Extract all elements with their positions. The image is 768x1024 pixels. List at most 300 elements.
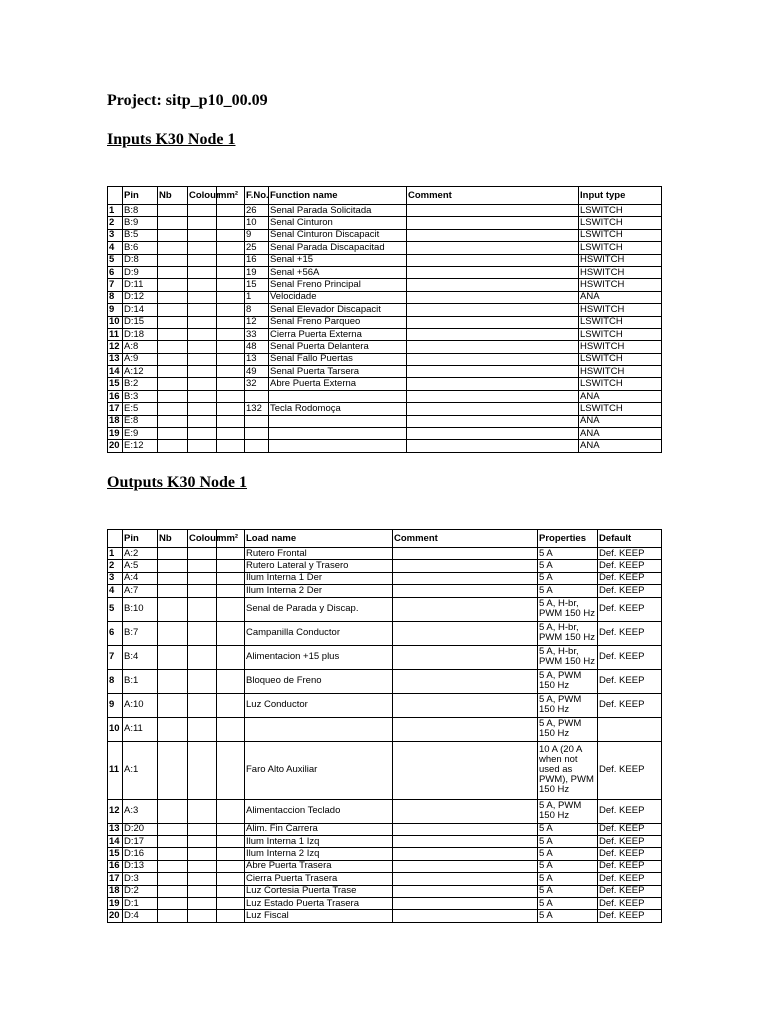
outputs-header-cell: Nb: [158, 530, 188, 548]
inputs-cell: [188, 428, 217, 440]
inputs-cell: D:9: [123, 266, 158, 278]
inputs-cell: 10: [245, 217, 269, 229]
outputs-cell: [393, 897, 538, 909]
inputs-cell: Senal Cinturon Discapacit: [269, 229, 407, 241]
inputs-header-cell: [108, 187, 123, 205]
outputs-cell: 19: [108, 897, 123, 909]
outputs-cell: 16: [108, 860, 123, 872]
inputs-cell: LSWITCH: [579, 403, 662, 415]
inputs-cell: [188, 266, 217, 278]
inputs-cell: 26: [245, 205, 269, 217]
table-row: [108, 353, 662, 365]
inputs-cell: [407, 440, 579, 452]
outputs-cell: 5 A: [538, 835, 598, 847]
inputs-cell: [217, 242, 245, 254]
inputs-cell: [188, 440, 217, 452]
outputs-cell: Luz Estado Puerta Trasera: [245, 897, 393, 909]
outputs-cell: [158, 741, 188, 799]
inputs-cell: [269, 428, 407, 440]
inputs-cell: [188, 341, 217, 353]
outputs-cell: [188, 669, 217, 693]
inputs-cell: 13: [245, 353, 269, 365]
outputs-cell: 13: [108, 823, 123, 835]
outputs-cell: Luz Cortesia Puerta Trase: [245, 885, 393, 897]
inputs-cell: [158, 440, 188, 452]
inputs-cell: [158, 341, 188, 353]
inputs-cell: HSWITCH: [579, 366, 662, 378]
inputs-cell: [158, 403, 188, 415]
inputs-header-cell: Colour: [188, 187, 217, 205]
outputs-cell: [217, 548, 245, 560]
inputs-cell: 14: [108, 366, 123, 378]
outputs-cell: [188, 585, 217, 597]
outputs-cell: D:20: [123, 823, 158, 835]
outputs-cell: [393, 548, 538, 560]
outputs-cell: D:1: [123, 897, 158, 909]
table-row: [108, 897, 662, 909]
inputs-cell: [217, 316, 245, 328]
inputs-cell: 15: [245, 279, 269, 291]
inputs-cell: LSWITCH: [579, 217, 662, 229]
outputs-cell: Def. KEEP: [598, 799, 662, 823]
outputs-cell: [217, 717, 245, 741]
outputs-cell: 5 A, PWM 150 Hz: [538, 669, 598, 693]
outputs-cell: [158, 848, 188, 860]
outputs-cell: [188, 823, 217, 835]
outputs-table-header: [108, 530, 662, 548]
outputs-cell: 4: [108, 585, 123, 597]
outputs-cell: 5 A: [538, 897, 598, 909]
inputs-cell: [245, 440, 269, 452]
outputs-cell: [217, 741, 245, 799]
table-row: [108, 548, 662, 560]
outputs-cell: 20: [108, 910, 123, 922]
inputs-cell: 9: [108, 304, 123, 316]
outputs-cell: A:10: [123, 693, 158, 717]
table-row: [108, 848, 662, 860]
table-row: [108, 693, 662, 717]
outputs-cell: Faro Alto Auxiliar: [245, 741, 393, 799]
inputs-cell: A:12: [123, 366, 158, 378]
inputs-cell: [407, 366, 579, 378]
inputs-cell: [217, 291, 245, 303]
outputs-cell: [217, 560, 245, 572]
outputs-cell: 5 A, PWM 150 Hz: [538, 799, 598, 823]
outputs-cell: Rutero Frontal: [245, 548, 393, 560]
outputs-cell: 14: [108, 835, 123, 847]
outputs-cell: [393, 848, 538, 860]
inputs-cell: [217, 341, 245, 353]
outputs-header-cell: Comment: [393, 530, 538, 548]
inputs-cell: HSWITCH: [579, 304, 662, 316]
inputs-cell: Senal Parada Discapacitad: [269, 242, 407, 254]
table-row: [108, 266, 662, 278]
outputs-table-body: [108, 548, 662, 923]
inputs-section-title: Inputs K30 Node 1: [107, 131, 236, 148]
outputs-header-cell: [108, 530, 123, 548]
table-row: [108, 229, 662, 241]
inputs-cell: HSWITCH: [579, 266, 662, 278]
inputs-cell: 19: [245, 266, 269, 278]
inputs-cell: [158, 304, 188, 316]
outputs-cell: 5 A: [538, 560, 598, 572]
table-row: [108, 242, 662, 254]
outputs-cell: [393, 693, 538, 717]
table-row: [108, 560, 662, 572]
inputs-cell: [245, 390, 269, 402]
outputs-cell: [158, 910, 188, 922]
outputs-cell: 12: [108, 799, 123, 823]
inputs-header-cell: Function name: [269, 187, 407, 205]
table-row: [108, 205, 662, 217]
inputs-cell: D:12: [123, 291, 158, 303]
outputs-cell: [158, 693, 188, 717]
inputs-cell: [217, 403, 245, 415]
inputs-cell: [188, 242, 217, 254]
inputs-cell: LSWITCH: [579, 378, 662, 390]
outputs-cell: [217, 693, 245, 717]
inputs-header-cell: Comment: [407, 187, 579, 205]
outputs-cell: B:10: [123, 597, 158, 621]
inputs-cell: 18: [108, 415, 123, 427]
outputs-cell: [217, 585, 245, 597]
table-row: [108, 428, 662, 440]
inputs-cell: [407, 328, 579, 340]
outputs-cell: 11: [108, 741, 123, 799]
outputs-cell: 10: [108, 717, 123, 741]
outputs-cell: [217, 645, 245, 669]
inputs-cell: [407, 390, 579, 402]
inputs-cell: LSWITCH: [579, 328, 662, 340]
table-row: [108, 572, 662, 584]
inputs-cell: 17: [108, 403, 123, 415]
inputs-cell: [407, 428, 579, 440]
inputs-cell: 3: [108, 229, 123, 241]
outputs-cell: 1: [108, 548, 123, 560]
outputs-cell: [393, 835, 538, 847]
inputs-cell: [188, 316, 217, 328]
inputs-cell: [407, 254, 579, 266]
outputs-cell: [393, 823, 538, 835]
inputs-cell: Senal +56A: [269, 266, 407, 278]
outputs-cell: 5 A: [538, 848, 598, 860]
outputs-cell: [217, 621, 245, 645]
inputs-cell: 5: [108, 254, 123, 266]
outputs-cell: 5 A, H-br, PWM 150 Hz: [538, 645, 598, 669]
outputs-cell: 5 A: [538, 572, 598, 584]
outputs-cell: [393, 645, 538, 669]
table-row: [108, 669, 662, 693]
table-row: [108, 366, 662, 378]
inputs-cell: ANA: [579, 440, 662, 452]
inputs-cell: [158, 242, 188, 254]
outputs-cell: [158, 585, 188, 597]
outputs-cell: A:7: [123, 585, 158, 597]
inputs-cell: A:9: [123, 353, 158, 365]
outputs-cell: Def. KEEP: [598, 645, 662, 669]
inputs-cell: [407, 266, 579, 278]
inputs-cell: [407, 304, 579, 316]
outputs-cell: D:16: [123, 848, 158, 860]
outputs-cell: [393, 597, 538, 621]
inputs-cell: [407, 217, 579, 229]
inputs-cell: B:6: [123, 242, 158, 254]
outputs-cell: [217, 669, 245, 693]
inputs-cell: 2: [108, 217, 123, 229]
inputs-cell: [158, 217, 188, 229]
outputs-cell: 5 A: [538, 823, 598, 835]
inputs-cell: Abre Puerta Externa: [269, 378, 407, 390]
table-row: [108, 835, 662, 847]
outputs-header-cell: Default: [598, 530, 662, 548]
inputs-cell: B:2: [123, 378, 158, 390]
inputs-header-cell: Nb: [158, 187, 188, 205]
outputs-cell: A:11: [123, 717, 158, 741]
outputs-cell: [188, 741, 217, 799]
inputs-cell: 9: [245, 229, 269, 241]
inputs-cell: Senal Puerta Delantera: [269, 341, 407, 353]
outputs-cell: [217, 597, 245, 621]
inputs-cell: [158, 229, 188, 241]
outputs-cell: Abre Puerta Trasera: [245, 860, 393, 872]
inputs-cell: [217, 217, 245, 229]
inputs-cell: HSWITCH: [579, 254, 662, 266]
inputs-cell: [158, 378, 188, 390]
inputs-cell: [269, 415, 407, 427]
outputs-cell: [158, 873, 188, 885]
outputs-cell: 9: [108, 693, 123, 717]
outputs-cell: Def. KEEP: [598, 897, 662, 909]
table-row: [108, 254, 662, 266]
outputs-cell: Def. KEEP: [598, 597, 662, 621]
inputs-cell: [217, 428, 245, 440]
outputs-cell: Cierra Puerta Trasera: [245, 873, 393, 885]
outputs-cell: Def. KEEP: [598, 873, 662, 885]
inputs-cell: [158, 366, 188, 378]
outputs-cell: 5 A: [538, 885, 598, 897]
outputs-cell: Def. KEEP: [598, 910, 662, 922]
table-row: [108, 645, 662, 669]
inputs-cell: 20: [108, 440, 123, 452]
inputs-cell: 4: [108, 242, 123, 254]
inputs-cell: [188, 353, 217, 365]
outputs-cell: Senal de Parada y Discap.: [245, 597, 393, 621]
inputs-cell: [158, 428, 188, 440]
inputs-cell: D:15: [123, 316, 158, 328]
outputs-cell: 5 A, PWM 150 Hz: [538, 693, 598, 717]
outputs-cell: 5 A, H-br, PWM 150 Hz: [538, 621, 598, 645]
outputs-cell: Def. KEEP: [598, 835, 662, 847]
outputs-cell: 5 A: [538, 585, 598, 597]
outputs-cell: 5: [108, 597, 123, 621]
inputs-cell: 132: [245, 403, 269, 415]
table-row: [108, 597, 662, 621]
outputs-cell: B:1: [123, 669, 158, 693]
inputs-cell: B:8: [123, 205, 158, 217]
table-row: [108, 885, 662, 897]
outputs-cell: [158, 572, 188, 584]
table-row: [108, 403, 662, 415]
outputs-cell: [217, 885, 245, 897]
table-row: [108, 860, 662, 872]
inputs-cell: 32: [245, 378, 269, 390]
inputs-cell: ANA: [579, 291, 662, 303]
outputs-cell: 8: [108, 669, 123, 693]
outputs-cell: Def. KEEP: [598, 669, 662, 693]
outputs-cell: [217, 897, 245, 909]
inputs-cell: LSWITCH: [579, 229, 662, 241]
outputs-header-cell: Properties: [538, 530, 598, 548]
outputs-cell: [393, 885, 538, 897]
outputs-cell: Def. KEEP: [598, 585, 662, 597]
inputs-cell: 10: [108, 316, 123, 328]
outputs-cell: D:17: [123, 835, 158, 847]
inputs-cell: 13: [108, 353, 123, 365]
outputs-cell: [158, 717, 188, 741]
table-row: [108, 873, 662, 885]
outputs-cell: [158, 669, 188, 693]
outputs-cell: [217, 823, 245, 835]
inputs-cell: LSWITCH: [579, 242, 662, 254]
outputs-cell: [188, 645, 217, 669]
outputs-cell: [158, 597, 188, 621]
outputs-header-cell: Colour: [188, 530, 217, 548]
outputs-cell: 6: [108, 621, 123, 645]
outputs-cell: 5 A: [538, 860, 598, 872]
outputs-cell: 7: [108, 645, 123, 669]
outputs-section-title: Outputs K30 Node 1: [107, 474, 248, 491]
inputs-cell: [269, 440, 407, 452]
inputs-cell: [158, 279, 188, 291]
inputs-cell: [188, 304, 217, 316]
outputs-cell: [158, 897, 188, 909]
inputs-cell: Senal Cinturon: [269, 217, 407, 229]
inputs-cell: [217, 366, 245, 378]
inputs-cell: Velocidade: [269, 291, 407, 303]
outputs-cell: [188, 860, 217, 872]
inputs-cell: B:5: [123, 229, 158, 241]
inputs-cell: [217, 254, 245, 266]
inputs-cell: [158, 254, 188, 266]
table-row: [108, 799, 662, 823]
table-row: [108, 217, 662, 229]
table-row: [108, 378, 662, 390]
outputs-cell: [217, 848, 245, 860]
inputs-cell: [217, 266, 245, 278]
outputs-cell: [393, 873, 538, 885]
outputs-cell: 5 A, H-br, PWM 150 Hz: [538, 597, 598, 621]
inputs-cell: 12: [245, 316, 269, 328]
inputs-cell: [269, 390, 407, 402]
inputs-cell: [245, 428, 269, 440]
table-row: [108, 585, 662, 597]
inputs-cell: HSWITCH: [579, 279, 662, 291]
inputs-cell: [188, 205, 217, 217]
inputs-cell: 8: [108, 291, 123, 303]
outputs-cell: 5 A: [538, 873, 598, 885]
inputs-cell: [188, 415, 217, 427]
inputs-cell: Senal Fallo Puertas: [269, 353, 407, 365]
inputs-cell: [158, 205, 188, 217]
outputs-cell: [217, 910, 245, 922]
inputs-cell: [407, 205, 579, 217]
inputs-cell: 49: [245, 366, 269, 378]
inputs-cell: E:12: [123, 440, 158, 452]
inputs-table-header: [108, 187, 662, 205]
outputs-cell: A:1: [123, 741, 158, 799]
outputs-cell: D:3: [123, 873, 158, 885]
outputs-cell: Def. KEEP: [598, 848, 662, 860]
outputs-cell: [158, 885, 188, 897]
outputs-cell: [188, 885, 217, 897]
outputs-cell: [158, 835, 188, 847]
outputs-cell: Def. KEEP: [598, 860, 662, 872]
outputs-cell: A:2: [123, 548, 158, 560]
inputs-cell: [407, 279, 579, 291]
inputs-cell: Cierra Puerta Externa: [269, 328, 407, 340]
inputs-cell: [188, 217, 217, 229]
inputs-cell: A:8: [123, 341, 158, 353]
outputs-cell: Def. KEEP: [598, 741, 662, 799]
outputs-cell: Def. KEEP: [598, 572, 662, 584]
inputs-cell: Senal Freno Principal: [269, 279, 407, 291]
outputs-cell: [217, 799, 245, 823]
inputs-cell: Senal +15: [269, 254, 407, 266]
outputs-cell: [393, 669, 538, 693]
inputs-cell: [217, 205, 245, 217]
inputs-cell: 1: [108, 205, 123, 217]
table-row: [108, 291, 662, 303]
outputs-cell: Ilum Interna 2 Der: [245, 585, 393, 597]
inputs-cell: [158, 291, 188, 303]
inputs-header-cell: Pin: [123, 187, 158, 205]
table-row: [108, 717, 662, 741]
table-row: [108, 415, 662, 427]
inputs-table: [107, 186, 662, 453]
inputs-cell: [158, 316, 188, 328]
outputs-cell: [158, 860, 188, 872]
outputs-cell: Def. KEEP: [598, 621, 662, 645]
outputs-cell: B:7: [123, 621, 158, 645]
inputs-table-body: [108, 205, 662, 453]
outputs-cell: [188, 717, 217, 741]
outputs-cell: A:5: [123, 560, 158, 572]
table-row: [108, 341, 662, 353]
outputs-cell: [188, 835, 217, 847]
inputs-cell: [158, 353, 188, 365]
inputs-cell: LSWITCH: [579, 316, 662, 328]
inputs-cell: 25: [245, 242, 269, 254]
outputs-cell: [188, 560, 217, 572]
outputs-cell: [393, 860, 538, 872]
inputs-cell: 48: [245, 341, 269, 353]
inputs-cell: [245, 415, 269, 427]
inputs-header-cell: F.No.: [245, 187, 269, 205]
inputs-cell: [188, 366, 217, 378]
inputs-cell: [407, 229, 579, 241]
inputs-cell: [158, 415, 188, 427]
outputs-cell: [393, 799, 538, 823]
inputs-cell: [407, 353, 579, 365]
inputs-cell: ANA: [579, 428, 662, 440]
outputs-cell: [188, 873, 217, 885]
inputs-cell: [188, 279, 217, 291]
outputs-cell: [217, 873, 245, 885]
inputs-cell: [217, 353, 245, 365]
inputs-cell: 15: [108, 378, 123, 390]
inputs-cell: Senal Freno Parqueo: [269, 316, 407, 328]
outputs-cell: [188, 548, 217, 560]
